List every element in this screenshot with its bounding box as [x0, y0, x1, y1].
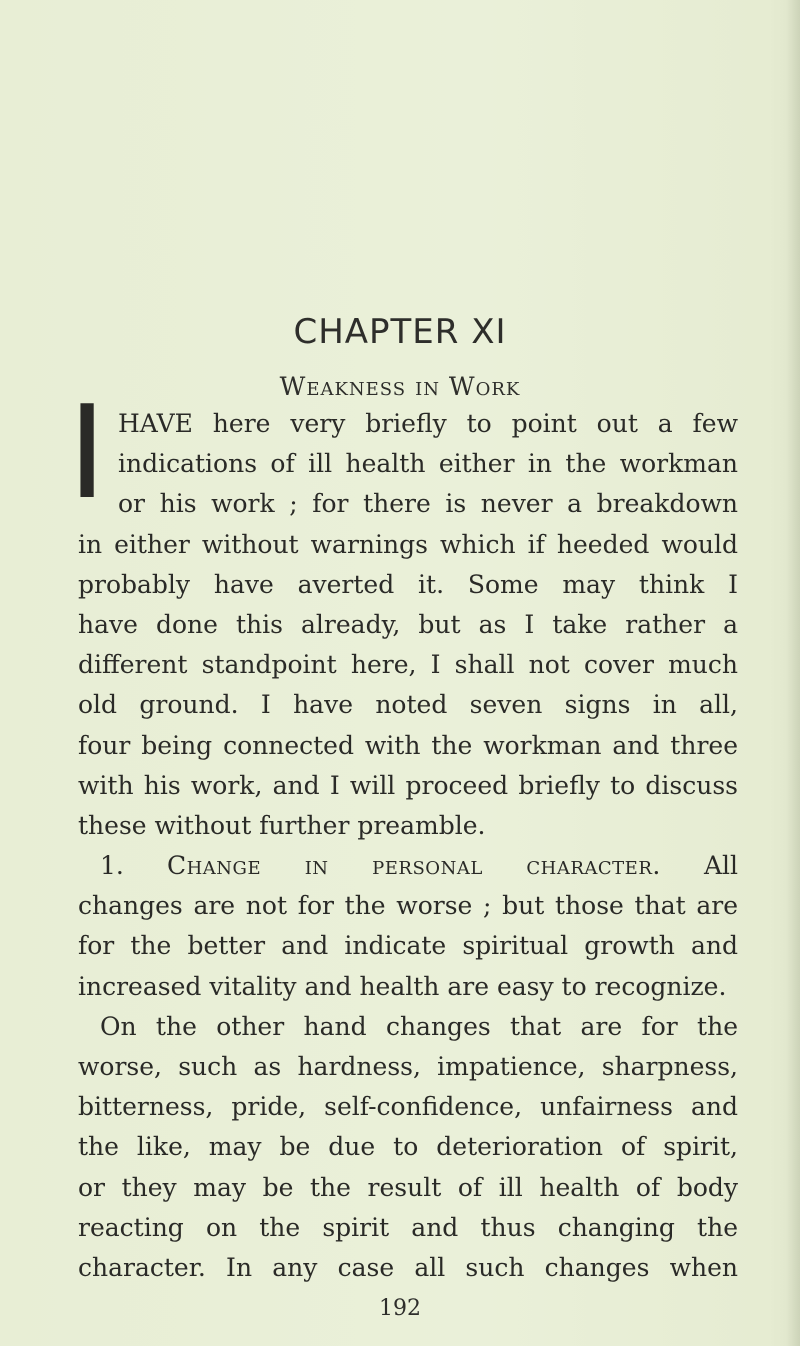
text-line: probably have averted it. Some may think I [78, 569, 738, 599]
text-line: with his work, and I will proceed briefly to discuss [78, 770, 738, 800]
section-number: 1. [100, 851, 124, 881]
first-paragraph [78, 484, 738, 1288]
text-line: old ground. I have noted seven signs in all, [78, 690, 738, 720]
text-line: HAVE here very briefly to point out a few [118, 409, 738, 438]
chapter-heading: CHAPTER XI [293, 312, 507, 352]
text-line: changes are not for the worse ; but those that are [78, 891, 738, 921]
text-line: increased vitality and health are easy to recognize. [78, 971, 727, 1001]
page-number: 192 [379, 1296, 421, 1321]
section-heading: Change in personal character. [166, 851, 661, 881]
text-line: worse, such as hardness, impatience, sharpness, [78, 1052, 738, 1082]
text-line: or they may be the result of ill health of body [78, 1172, 738, 1202]
text-line: bitterness, pride, self-confidence, unfairness and [78, 1092, 738, 1122]
text-line: character. In any case all such changes when [78, 1252, 738, 1282]
text-line: for the better and indicate spiritual growth and [78, 931, 738, 961]
text-line: four being connected with the workman and three [78, 730, 738, 760]
text-line: the like, may be due to deterioration of spirit, [78, 1132, 738, 1162]
text-line: or his work ; for there is never a breakdown [118, 489, 738, 519]
text-line: different standpoint here, I shall not cover much [78, 650, 738, 680]
section-heading-line [78, 846, 738, 886]
chapter-title: Weakness in Work [279, 372, 521, 401]
text-line: reacting on the spirit and thus changing the [78, 1212, 738, 1242]
text-line: On the other hand changes that are for the [100, 1011, 738, 1041]
text-line: these without further preamble. [78, 810, 486, 840]
text-line: indications of ill health either in the workman [118, 449, 738, 479]
section-lead: All [703, 851, 738, 881]
first-paragraph-indented [78, 404, 738, 484]
drop-cap: I [74, 379, 101, 528]
text-line: in either without warnings which if heeded would [78, 529, 738, 559]
text-line: have done this already, but as I take rather a [78, 609, 738, 639]
page-edge-shadow [786, 0, 800, 1346]
